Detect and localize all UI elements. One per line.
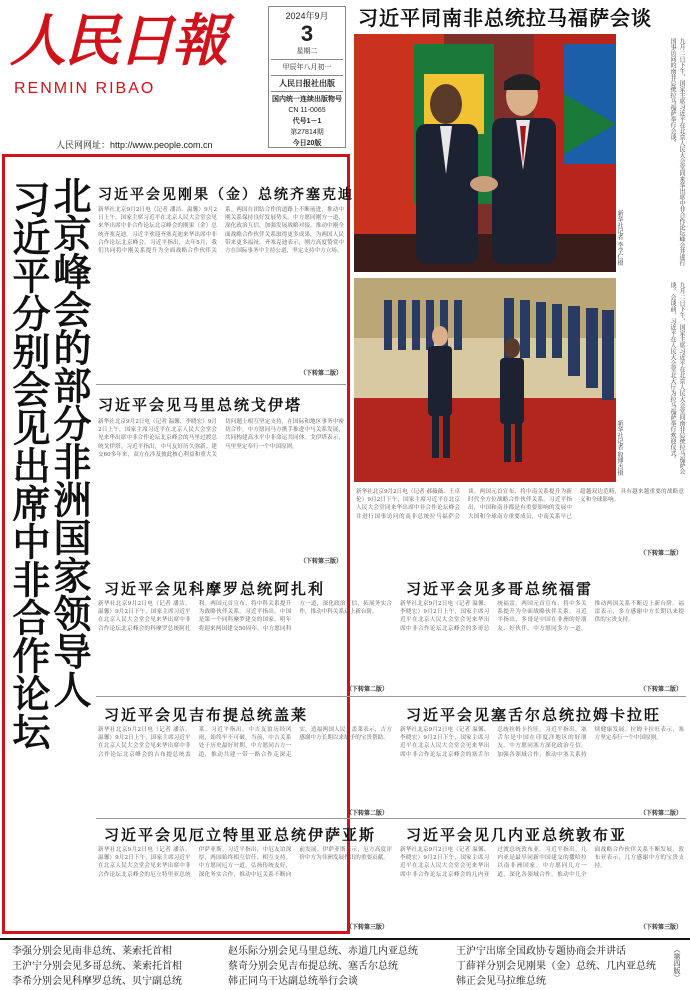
- article-title: 习近平会见厄立特里亚总统伊萨亚斯: [104, 826, 377, 844]
- top-story-body: 新华社北京9月2日电（记者 郝薇薇、王卓伦）9月2日下午，国家主席习近平在北京人民大会堂同来华出席中非合作论坛峰会并进行国事访问的南非总统拉马福萨会谈。两国元首宣布，将中南关系提升为新时代全方位战略合作伙伴关系。习近平指出，中国和南非都是有重要影响的发展中大国和全球南方重要成员，中南关系早已超越双边范畴，具有越来越重要的战略意义和全球影响。: [356, 489, 684, 520]
- article-title: 习近平会见科摩罗总统阿扎利: [104, 580, 326, 598]
- masthead-url: 人民网网址：http://www.people.com.cn: [56, 140, 213, 150]
- photo-credit-2: 新华社记者 殷博古摄: [616, 420, 623, 476]
- vertical-headline-2: 北京峰会的部分非洲国家领导人: [47, 176, 92, 708]
- article-continued: （下转第三版）: [300, 558, 343, 565]
- footer-link[interactable]: 蔡奇分别会见吉布提总统、塞舌尔总统: [228, 961, 398, 972]
- top-story-continued: （下转第二版）: [640, 550, 683, 557]
- issue-info-box: [268, 6, 346, 148]
- footer-link[interactable]: 韩正同乌干达副总统举行会谈: [228, 976, 358, 987]
- article-body: 新华社北京9月2日电（记者 温馨、李晓宏）9月2日下午，国家主席习近平在北京人民大会堂会见来华出席中非合作论坛北京峰会的塞舌尔总统拉姆卡拉旺。习近平指出，塞舌尔是中国在印度洋地区的好朋友。中方愿同塞方深化政治互信，加强各领域合作，推动中塞关系持续健康发展。拉姆卡拉旺表示，塞方坚定奉行一个中国原则。: [400, 727, 684, 758]
- masthead-logo: 人民日報: [10, 8, 226, 74]
- article-title: 习近平会见塞舌尔总统拉姆卡拉旺: [406, 706, 662, 724]
- photo-handshake: [354, 34, 616, 272]
- issue-day: 3: [300, 21, 314, 46]
- footer-col-1: [12, 944, 182, 989]
- issue-cn: CN 11-0065: [288, 107, 326, 114]
- photo-caption-2: 九月二日下午，国家主席习近平在北京人民大会堂同南非总统拉马福萨会谈。会谈前，习近平在人民大会堂北大厅为拉马福萨举行欢迎仪式。: [669, 282, 685, 474]
- article-body: 新华社北京9月2日电（记者 温馨、李晓宏）9月2日下午，国家主席习近平在北京人民大会堂会见来华出席中非合作论坛北京峰会的几内亚过渡总统敦布亚。习近平指出，几内亚是最早同新中国建交的撒哈拉以南非洲国家。中方愿同几方一道，深化各领域合作，推动中几全面战略合作伙伴关系不断发展。敦布亚表示，几方感谢中方的宝贵支持。: [400, 847, 684, 878]
- vertical-headline-1: 习近平分别会见出席中非合作论坛: [6, 180, 51, 750]
- photo-caption-1: 九月二日下午，国家主席习近平在北京人民大会堂同来华出席中非合作论坛峰会并进行国事访问的南非总统拉马福萨举行会谈。: [669, 38, 685, 266]
- footer-col-3: [456, 944, 656, 989]
- article-continued: （下转第二版）: [640, 686, 683, 693]
- issue-lunar-date: 甲辰年八月初一: [282, 64, 332, 71]
- article-body: 新华社北京9月2日电（记者 潘洁、温馨）9月2日下午，国家主席习近平在北京人民大会堂会见来华出席中非合作论坛北京峰会的厄立特里亚总统伊萨亚斯。习近平指出，中厄友谊深厚，两国始终相互信任、相互支持。中方愿同厄方一道，弘扬传统友好，深化务实合作，推动中厄关系不断向前发展。伊萨亚斯表示，厄方高度评价中方为非洲发展作出的重要贡献。: [98, 847, 392, 878]
- photo-credit-1: 新华社记者 李学仁摄: [616, 210, 623, 266]
- article-title: 习近平会见多哥总统福雷: [406, 580, 594, 598]
- article-continued: （下转第二版）: [346, 810, 389, 817]
- footer-link[interactable]: 李希分别会见科摩罗总统、贝宁副总统: [12, 976, 182, 987]
- issue-number: 第27814期: [290, 129, 324, 136]
- photo-welcome-ceremony: [354, 278, 616, 482]
- masthead-pinyin: RENMIN RIBAO: [14, 80, 156, 97]
- article-body: 新华社北京9月2日电（记者 温馨、李晓宏）9月2日上午，国家主席习近平在北京人民大会堂会见来华出席中非合作论坛北京峰会的马里过渡总统戈伊塔。习近平指出，中马友好历久弥新。建交60多年来，双方在涉及彼此核心利益和重大关切问题上相互坚定支持，在国际和地区事务中密切合作。中方愿同马方携手推进中马关系发展，共同构建高水平中非命运共同体。戈伊塔表示，马里坚定奉行一个中国原则。: [98, 419, 344, 458]
- footer-link[interactable]: 王沪宁分别会见多哥总统、莱索托首相: [12, 961, 182, 972]
- issue-pages: 今日20版: [292, 140, 322, 147]
- footer-headlines: [0, 938, 690, 990]
- article-body: 新华社北京9月2日电（记者 潘洁、温馨）9月2日上午，国家主席习近平在北京人民大会堂会见来华出席中非合作论坛北京峰会的刚果（金）总统齐塞克迪。习近平欢迎齐塞克迪来华出席中非合作论坛北京峰会。习近平指出，去年5月，我们共同将中刚关系提升为全面战略合作伙伴关系。两国在团结合作的道路上不断前进，推动中刚关系保持良好发展势头。中方愿同刚方一道，深化政治互信，加强发展战略对接，推动中刚全面战略合作伙伴关系取得更多成果，为两国人民带来更多福祉。齐塞克迪表示，刚方高度赞赏中方在国际事务中主持公道，坚定支持中方立场。: [98, 207, 344, 255]
- article-title: 习近平会见几内亚总统敦布亚: [406, 826, 628, 844]
- footer-col-2: [228, 944, 418, 989]
- article-body: 新华社北京9月2日电（记者 潘洁、温馨）9月2日下午，国家主席习近平在北京人民大会堂会见来华出席中非合作论坛北京峰会的科摩罗总统阿扎利。两国元首宣布，将中科关系提升为战略伙伴关系。习近平指出，中国是第一个同科摩罗建交的国家。明年将迎来两国建交50周年。中方愿同科方一道，深化政治互信，拓展务实合作，推动中科关系迈上新台阶。: [98, 601, 392, 632]
- page-badge: （第四版）: [673, 946, 681, 981]
- issue-code-label: 国内统一连续出版物号: [272, 96, 342, 103]
- issue-publisher: 人民日报社出版: [279, 79, 335, 88]
- article-continued: （下转第二版）: [640, 810, 683, 817]
- article-continued: （下转第二版）: [346, 686, 389, 693]
- top-story-headline: 习近平同南非总统拉马福萨会谈: [358, 6, 652, 30]
- issue-year-month: 2024年9月: [285, 11, 329, 21]
- footer-link[interactable]: 韩正会见马拉维总统: [456, 976, 546, 987]
- article-title: 习近平会见马里总统戈伊塔: [98, 396, 303, 414]
- article-body: 新华社北京9月2日电（记者 潘洁、温馨）9月2日上午，国家主席习近平在北京人民大会堂会见来华出席中非合作论坛北京峰会的吉布提总统盖莱。习近平指出，中吉友谊历经风雨，始终牢不可破。当前，中吉关系处于历史最好时期，中方愿同吉方一道，推动共建一带一路合作走深走实，造福两国人民。盖莱表示，吉方感谢中方长期以来给予的宝贵帮助。: [98, 727, 392, 758]
- footer-link[interactable]: 赵乐际分别会见马里总统、赤道几内亚总统: [228, 946, 418, 957]
- article-continued: （下转第三版）: [640, 924, 683, 931]
- article-title: 习近平会见吉布提总统盖莱: [104, 706, 309, 724]
- article-body: 新华社北京9月2日电（记者 温馨、李晓宏）9月2日上午，国家主席习近平在北京人民大会堂会见来华出席中非合作论坛北京峰会的多哥总统福雷。两国元首宣布，将中多关系提升为全面战略伙伴关系。习近平指出，多哥是中国在非洲的好朋友、好伙伴。中方愿同多方一道，推动两国关系不断迈上新台阶。福雷表示，多方感谢中方长期以来提供的宝贵支持。: [400, 601, 684, 632]
- footer-link[interactable]: 李强分别会见南非总统、莱索托首相: [12, 946, 172, 957]
- article-continued: （下转第三版）: [346, 924, 389, 931]
- article-title: 习近平会见刚果（金）总统齐塞克迪: [98, 187, 354, 203]
- footer-link[interactable]: 王沪宁出席全国政协专题协商会并讲话: [456, 946, 626, 957]
- footer-link[interactable]: 丁薛祥分别会见刚果（金）总统、几内亚总统: [456, 961, 656, 972]
- issue-postal: 代号1－1: [292, 118, 322, 125]
- article-continued: （下转第二版）: [300, 370, 343, 377]
- issue-weekday: 星期二: [296, 48, 318, 55]
